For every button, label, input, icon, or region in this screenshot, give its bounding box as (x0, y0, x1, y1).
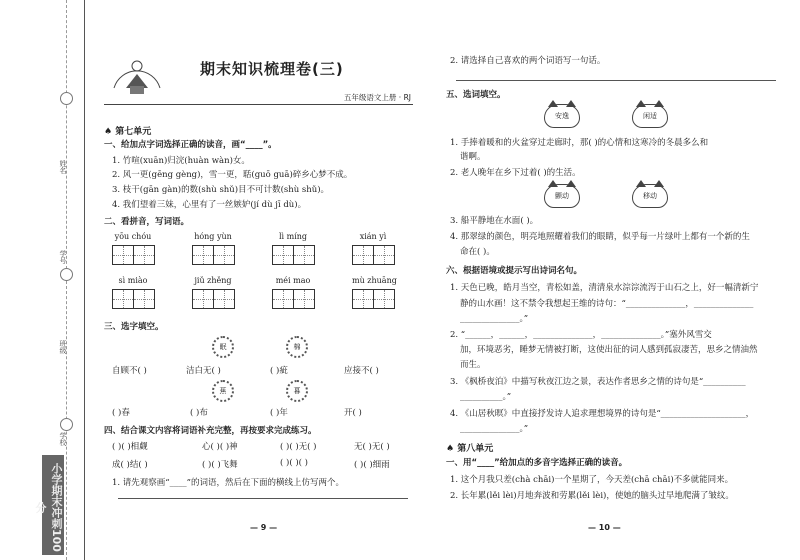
q1-line: 3. 枝干(gān gàn)的数(shù shǔ)目不可计数(shù shǔ)。 (112, 185, 330, 195)
writing-cell[interactable] (133, 245, 155, 265)
pinyin-box (352, 232, 394, 265)
cat-face-icon: 移动 (632, 184, 668, 208)
binding-line (84, 0, 85, 560)
cat-face-icon: 颤动 (544, 184, 580, 208)
q5-line: 命在( )。 (460, 247, 495, 257)
pinyin-box (112, 276, 154, 309)
word-card (544, 104, 580, 134)
binding-strip (0, 0, 88, 560)
q6-line: ______________。” (460, 424, 529, 434)
idiom-item: 成( )结( ) (112, 460, 148, 470)
unit-8-heading: ♠ 第八单元 (446, 444, 494, 454)
unit-7-heading: ♠ 第七单元 (104, 127, 152, 137)
binding-hole (60, 268, 73, 281)
title-rule (104, 104, 413, 105)
q5-line: 4. 那翠绿的颜色，明亮地照耀着我们的眼睛，似乎每一片绿叶上都有一个新的生 (450, 232, 750, 242)
section-3-heading: 三、选字填空。 (104, 322, 164, 332)
writing-cell[interactable] (272, 245, 294, 265)
fill-item: 开( ) (344, 408, 362, 418)
fill-item: ( )布 (190, 408, 208, 418)
flower-char: 蕉 (212, 380, 234, 402)
writing-cell[interactable] (112, 245, 134, 265)
section-1-heading: 一、给加点字词选择正确的读音，画“____”。 (104, 140, 277, 150)
pinyin-box (192, 232, 234, 265)
writing-cell[interactable] (112, 289, 134, 309)
grade-meta: 五年级语文上册 · RJ (343, 93, 411, 102)
writing-cell[interactable] (272, 289, 294, 309)
pinyin-text: hóng yùn (194, 232, 232, 241)
fill-item: ( )年 (270, 408, 288, 418)
idiom-item: 无( )无( ) (354, 442, 390, 452)
left-page (90, 0, 425, 560)
pinyin-box (352, 276, 397, 309)
writing-cell[interactable] (373, 289, 395, 309)
fill-item: 洁白无( ) (186, 366, 221, 376)
section-5-heading: 五、选词填空。 (446, 90, 506, 100)
word-card (632, 104, 668, 134)
q1-line: 1. 竹喧(xuān)归浣(huàn wàn)女。 (112, 156, 250, 166)
logo-badge (108, 48, 166, 98)
pinyin-text: lì míng (278, 232, 308, 241)
writing-cell[interactable] (213, 289, 235, 309)
q6-line: 4. 《山居秋暝》中直接抒发诗人追求理想境界的诗句是“____________________， (450, 409, 755, 419)
q6-line: 3. 《枫桥夜泊》中描写秋夜江边之景，表达作者思乡之情的诗句是“__________ (450, 377, 746, 387)
fill-item: ( )春 (112, 408, 130, 418)
binding-hole (60, 92, 73, 105)
flower-char: 棉 (286, 336, 308, 358)
writing-cell[interactable] (352, 245, 374, 265)
answer-line[interactable] (118, 498, 408, 499)
q5-line: 2. 老人晚年在乡下过着( )的生活。 (450, 168, 581, 178)
q4-1-prompt: 1. 请先观察画“____”的词语，然后在下面的横线上仿写两个。 (112, 478, 345, 488)
page-number: — 10 — (588, 523, 621, 532)
q5-line: 3. 船平静地在水面( )。 (450, 216, 539, 226)
pinyin-text: yōu chóu (114, 232, 152, 241)
pinyin-text: sì miào (118, 276, 148, 285)
q1-line: 4. 我们望着三妹，心里有了一丝嫉妒(jí dù jī dù)。 (112, 200, 307, 210)
spine-title: 小学期末冲刺100分 (42, 455, 64, 555)
q6-line: 加，环境恶劣，睡梦无情被打断，这使出征的词人感到孤寂凄苦，思乡之情油然 (460, 345, 758, 355)
idiom-item: ( )( )无( ) (280, 442, 317, 452)
section-2-heading: 二、看拼音，写词语。 (104, 217, 190, 227)
pinyin-box (272, 232, 314, 265)
q6-line: 而生。 (460, 360, 486, 370)
word-card (632, 184, 668, 214)
q1-line: 2. 风一更(gēng gèng)，雪一更，聒(guō guā)碎乡心梦不成。 (112, 170, 353, 180)
writing-cell[interactable] (293, 289, 315, 309)
writing-cell[interactable] (192, 245, 214, 265)
writing-cell[interactable] (293, 245, 315, 265)
idiom-item: ( )( )相觑 (112, 442, 148, 452)
q6-line: __________。” (460, 392, 512, 402)
school-label: 学校 (59, 432, 67, 446)
page-number: — 9 — (250, 523, 278, 532)
fill-item: 自顾不( ) (112, 366, 147, 376)
pinyin-text: xián yì (359, 232, 387, 241)
q7-line: 2. 长年累(lěi lèi)月地奔波和劳累(lěi lèi)，使她的脑头过早地爬满了皱纹。 (450, 491, 734, 501)
writing-cell[interactable] (133, 289, 155, 309)
pinyin-box (272, 276, 314, 309)
pinyin-box (112, 232, 154, 265)
q7-line: 1. 这个月我只差(chà chāi)一个星期了，今天差(chā chāi)不多就能同来。 (450, 475, 734, 485)
writing-cell[interactable] (213, 245, 235, 265)
idiom-item: ( )( )飞舞 (202, 460, 238, 470)
q6-line: 1. 天色已晚，皓月当空，青松如盖，清清泉水淙淙流泻于山石之上，好一幅清新宁 (450, 283, 759, 293)
idiom-item: ( )( )( ) (280, 458, 309, 468)
binding-hole (60, 418, 73, 431)
section-4-heading: 四、结合课文内容将词语补充完整，再按要求完成练习。 (104, 426, 317, 436)
cat-face-icon: 闲适 (632, 104, 668, 128)
class-label: 班级 (59, 340, 67, 354)
right-page (438, 0, 788, 560)
idiom-item: 心( )( )神 (202, 442, 238, 452)
writing-cell[interactable] (352, 289, 374, 309)
q6-line: ______________。” (460, 314, 529, 324)
answer-line[interactable] (456, 80, 776, 81)
idiom-item: ( )( )细雨 (354, 460, 390, 470)
section-7-heading: 一、用“____”给加点的多音字选择正确的读音。 (446, 458, 628, 468)
fill-item: ( )疵 (270, 366, 288, 376)
name-label: 姓名 (59, 160, 67, 174)
section-6-heading: 六、根据语境或提示写出诗词名句。 (446, 266, 583, 276)
cat-face-icon: 安逸 (544, 104, 580, 128)
writing-cell[interactable] (192, 289, 214, 309)
q6-line: 2. “______，______，______________，______________。”塞外风雪交 (450, 330, 712, 340)
flower-char: 暮 (286, 380, 308, 402)
pinyin-text: mù zhuāng (352, 276, 397, 285)
pinyin-box (192, 276, 234, 309)
student-id-label: 学号 (59, 250, 67, 264)
pinyin-text: jiǔ zhěng (194, 276, 232, 285)
q4-2-prompt: 2. 请选择自己喜欢的两个词语写一句话。 (450, 56, 606, 66)
q5-line: 谐啊。 (460, 152, 486, 162)
writing-cell[interactable] (373, 245, 395, 265)
q5-line: 1. 手捧着暖和的火盆穿过走廊时，那( )的心情和这寒冷的冬晨多么和 (450, 138, 709, 148)
word-card (544, 184, 580, 214)
q6-line: 静的山水画！这不禁令我想起王维的诗句：“______________，______________ (460, 299, 754, 309)
flower-char: 眠 (212, 336, 234, 358)
fill-item: 应接不( ) (344, 366, 379, 376)
page-title: 期末知识梳理卷(三) (200, 60, 344, 78)
pinyin-text: méi mao (275, 276, 311, 285)
